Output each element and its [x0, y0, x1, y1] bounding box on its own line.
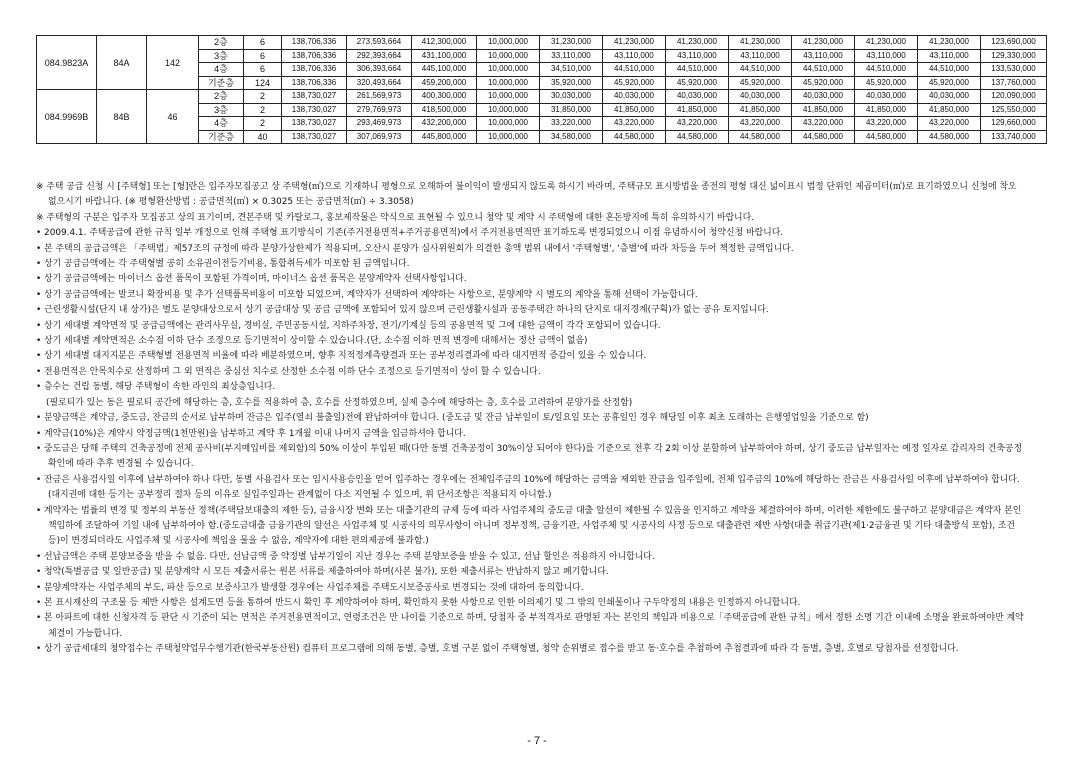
- amount-cell: 307,069,973: [347, 130, 412, 144]
- amount-cell: 41,230,000: [603, 36, 666, 50]
- amount-cell: 138,730,027: [282, 90, 347, 104]
- floor-cell: 2층: [199, 36, 244, 50]
- bullet-note: • 본 주택의 공급금액은 「주택법」제57조의 규정에 따라 분양가상한제가 적용되며, 오산시 분양가 심사위원회가 의결한 총액 범위 내에서 '주택형별', '층별'에 따라 차등을 두어 책정한 금액입니다.: [36, 243, 794, 254]
- amount-cell: 10,000,000: [477, 103, 540, 117]
- amount-cell: 293,469,973: [347, 117, 412, 131]
- amount-cell: 43,110,000: [729, 49, 792, 63]
- amount-cell: 44,510,000: [792, 63, 855, 77]
- housing-total-cell: 142: [147, 36, 199, 90]
- bullet-note: • 2009.4.1. 주택공급에 관한 규칙 일부 개정으로 인해 주택형 표기방식이 기존(주거전용면적+주거공용면적)에서 주거전용면적만 표기하도록 변경되었으니 이점 유념하시어 청약신청 바랍니다.: [36, 228, 784, 239]
- amount-cell: 445,800,000: [412, 130, 477, 144]
- table-row: [37, 36, 1047, 50]
- bullet-note: • 잔금은 사용검사일 이후에 납부하여야 하나 다만, 동별 사용검사 또는 임시사용승인을 얻어 입주하는 경우에는 전체입주금의 10%에 해당하는 금액을 제외한 잔금을 입주일에, 전체 입주금의 10%에 해당하는 잔금은 사용검사일 이후에 납부하여야 합니다.(대지권에 대한 등기는 공부정리 절차 등의 이유로 실입주일과는 관계없이 다소 지연될 수 있으며, 위 단서조항은 적용되지 아니함.): [36, 474, 1020, 501]
- page-number: - 7 -: [527, 735, 547, 747]
- amount-cell: 40,030,000: [918, 90, 981, 104]
- amount-cell: 43,220,000: [666, 117, 729, 131]
- bullet-note: • 근린생활시설(단지 내 상가)은 별도 분양대상으로서 상기 공급대상 및 공급 금액에 포함되어 있지 않으며 근린생활시설과 공동주택간 하나의 단지로 대지경계(구획)가 없는 공유 토지입니다.: [36, 305, 769, 316]
- bullet-note: • 본 표시재산의 구조물 등 제반 사항은 설계도면 등을 통하여 반드시 확인 후 계약하여야 하며, 확인하지 못한 사항으로 인한 이의제기 및 그 밖의 인쇄물이나 구두약정의 내용은 인정하지 아니합니다.: [36, 597, 801, 608]
- bullet-note: • 청약(특별공급 및 일반공급) 및 분양계약 시 모든 제출서류는 원본 서류를 제출하여야 하며(사본 불가), 또한 제출서류는 반납하지 않고 폐기합니다.: [36, 567, 609, 578]
- amount-cell: 138,706,336: [282, 36, 347, 50]
- amount-cell: 41,230,000: [729, 36, 792, 50]
- amount-cell: 10,000,000: [477, 117, 540, 131]
- amount-cell: 45,920,000: [603, 76, 666, 90]
- floor-cell: 기준층: [199, 130, 244, 144]
- amount-cell: 41,230,000: [666, 36, 729, 50]
- amount-cell: 273,593,664: [347, 36, 412, 50]
- bullet-note: • 전용면적은 안목치수로 산정하며 그 외 면적은 중심선 치수로 산정한 소수점 이하 단수 조정으로 등기면적이 상이 할 수 있습니다.: [36, 366, 541, 377]
- housing-name-cell: 84B: [97, 90, 147, 144]
- amount-cell: 138,706,336: [282, 49, 347, 63]
- amount-cell: 43,220,000: [792, 117, 855, 131]
- amount-cell: 43,110,000: [855, 49, 918, 63]
- amount-cell: 10,000,000: [477, 76, 540, 90]
- amount-cell: 133,530,000: [981, 63, 1047, 77]
- housing-name-cell: 84A: [97, 36, 147, 90]
- amount-cell: 41,850,000: [729, 103, 792, 117]
- amount-cell: 41,230,000: [792, 36, 855, 50]
- amount-cell: 41,850,000: [603, 103, 666, 117]
- amount-cell: 40,030,000: [666, 90, 729, 104]
- amount-cell: 45,920,000: [729, 76, 792, 90]
- amount-cell: 31,850,000: [540, 103, 603, 117]
- amount-cell: 45,920,000: [918, 76, 981, 90]
- amount-cell: 34,580,000: [540, 130, 603, 144]
- amount-cell: 41,850,000: [792, 103, 855, 117]
- amount-cell: 10,000,000: [477, 63, 540, 77]
- amount-cell: 44,510,000: [729, 63, 792, 77]
- reference-note: ※ 주택형의 구분은 입주자 모집공고 상의 표기이며, 견본주택 및 카탈로그, 홍보제작물은 약식으로 표현될 수 있으니 청약 및 계약 시 주택형에 대한 혼돈방지에 특히 유의하시기 바랍니다.: [36, 212, 755, 223]
- amount-cell: 44,510,000: [918, 63, 981, 77]
- units-cell: 40: [244, 130, 282, 144]
- amount-cell: 35,920,000: [540, 76, 603, 90]
- amount-cell: 43,220,000: [855, 117, 918, 131]
- units-cell: 6: [244, 63, 282, 77]
- units-cell: 6: [244, 49, 282, 63]
- amount-cell: 123,690,000: [981, 36, 1047, 50]
- amount-cell: 10,000,000: [477, 49, 540, 63]
- units-cell: 2: [244, 90, 282, 104]
- bullet-note: • 상기 공급금액에는 각 주택형별 공히 소유권이전등기비용, 통합취득세가 미포함 된 금액입니다.: [36, 259, 410, 270]
- units-cell: 6: [244, 36, 282, 50]
- amount-cell: 320,493,664: [347, 76, 412, 90]
- floor-cell: 4층: [199, 63, 244, 77]
- amount-cell: 41,230,000: [918, 36, 981, 50]
- amount-cell: 125,550,000: [981, 103, 1047, 117]
- amount-cell: 137,760,000: [981, 76, 1047, 90]
- amount-cell: 279,769,973: [347, 103, 412, 117]
- amount-cell: 40,030,000: [603, 90, 666, 104]
- bullet-note: • 층수는 건립 동별, 해당 주택형이 속한 라인의 최상층입니다.: [36, 382, 276, 393]
- amount-cell: 10,000,000: [477, 36, 540, 50]
- bullet-note: • 계약금(10%)은 계약시 약정금액(1천만원)을 납부하고 계약 후 1개월 이내 나머지 금액을 입금하셔야 합니다.: [36, 428, 466, 439]
- amount-cell: 33,220,000: [540, 117, 603, 131]
- bullet-note: • 중도금은 당해 주택의 건축공정에 전체 공사비(부지매입비를 제외함)의 50% 이상이 투입된 때(다만 동별 건축공정이 30%이상 되어야 한다)를 기준으로 전후 각 2회 이상 분할하여 납부하여야 하며, 상기 중도금 납부일자는 예정 일자로 감리자의 건축공정 확인에 따라 추후 변경될 수 있습니다.: [36, 443, 1023, 470]
- amount-cell: 138,730,027: [282, 103, 347, 117]
- units-cell: 2: [244, 103, 282, 117]
- amount-cell: 44,510,000: [603, 63, 666, 77]
- amount-cell: 129,660,000: [981, 117, 1047, 131]
- amount-cell: 44,580,000: [666, 130, 729, 144]
- amount-cell: 445,100,000: [412, 63, 477, 77]
- amount-cell: 43,110,000: [792, 49, 855, 63]
- bullet-note: • 상기 세대별 계약면적 및 공급금액에는 관리사무실, 경비실, 주민공동시설, 지하주차장, 전기/기계실 등의 공용면적 및 그에 대한 금액이 각각 포함되어 있습니다.: [36, 320, 661, 331]
- units-cell: 124: [244, 76, 282, 90]
- bullet-note: • 본 아파트에 대한 신청자격 등 판단 시 기준이 되는 면적은 주거전용면적이고, 연령조건은 만 나이를 기준으로 하며, 당첨자 중 부적격자로 판명된 자는 본인의 책임과 비용으로「주택공급에 관한 규칙」에서 정한 소명 기간 이내에 소명을 완료하여야만 계약체결이 가능합니다.: [36, 613, 1024, 639]
- supply-price-table: [36, 35, 1047, 144]
- amount-cell: 43,110,000: [603, 49, 666, 63]
- amount-cell: 44,580,000: [792, 130, 855, 144]
- bullet-note: • 상기 공급금액에는 마이너스 옵션 품목이 포함된 가격이며, 마이너스 옵션 품목은 분양계약자 선택사항입니다.: [36, 274, 467, 285]
- notice-section: [36, 180, 1026, 658]
- amount-cell: 30,030,000: [540, 90, 603, 104]
- housing-type-cell: 084.9969B: [37, 90, 97, 144]
- amount-cell: 44,580,000: [918, 130, 981, 144]
- amount-cell: 129,330,000: [981, 49, 1047, 63]
- amount-cell: 43,220,000: [918, 117, 981, 131]
- amount-cell: 41,850,000: [855, 103, 918, 117]
- amount-cell: 138,730,027: [282, 130, 347, 144]
- amount-cell: 432,200,000: [412, 117, 477, 131]
- amount-cell: 41,230,000: [855, 36, 918, 50]
- amount-cell: 261,569,973: [347, 90, 412, 104]
- amount-cell: 40,030,000: [792, 90, 855, 104]
- amount-cell: 418,500,000: [412, 103, 477, 117]
- amount-cell: 44,580,000: [603, 130, 666, 144]
- amount-cell: 292,393,664: [347, 49, 412, 63]
- amount-cell: 44,510,000: [666, 63, 729, 77]
- amount-cell: 412,300,000: [412, 36, 477, 50]
- amount-cell: 138,730,027: [282, 117, 347, 131]
- bullet-note: • 선납금액은 주택 분양보증을 받을 수 없음. 다만, 선납금액 중 약정별 납부기일이 지난 경우는 주택 분양보증을 받을 수 있고, 선납 할인은 적용하지 아니합니다.: [36, 551, 655, 562]
- housing-type-cell: 084.9823A: [37, 36, 97, 90]
- amount-cell: 459,200,000: [412, 76, 477, 90]
- amount-cell: 400,300,000: [412, 90, 477, 104]
- amount-cell: 43,110,000: [666, 49, 729, 63]
- floor-cell: 3층: [199, 103, 244, 117]
- bullet-note: • 상기 세대별 계약면적은 소수점 이하 단수 조정으로 등기면적이 상이할 수 있습니다.(단, 소수점 이하 면적 변경에 대해서는 정산 금액이 없음): [36, 336, 588, 347]
- amount-cell: 40,030,000: [729, 90, 792, 104]
- bullet-note: • 분양계약자는 사업주체의 부도, 파산 등으로 보증사고가 발생할 경우에는 사업주체를 주택도시보증공사로 변경되는 것에 대하여 동의합니다.: [36, 582, 584, 593]
- table-row: [37, 90, 1047, 104]
- floor-cell: 2층: [199, 90, 244, 104]
- amount-cell: 43,110,000: [918, 49, 981, 63]
- amount-cell: 34,510,000: [540, 63, 603, 77]
- amount-cell: 45,920,000: [792, 76, 855, 90]
- bullet-note: • 상기 세대별 대지지분은 주택형별 전용면적 비율에 따라 배분하였으며, 향후 지적정계측량결과 또는 공부정리결과에 따라 대지면적 증감이 있을 수 있습니다.: [36, 351, 647, 362]
- bullet-note: • 분양금액은 계약금, 중도금, 잔금의 순서로 납부하며 잔금은 입주(열쇠 불출일)전에 완납하여야 합니다. (중도금 및 잔금 납부일이 토/일요일 또는 공휴일인 경우 해당일 이후 최초 도래하는 은행영업일을 기준으로 함): [36, 413, 869, 424]
- amount-cell: 133,740,000: [981, 130, 1047, 144]
- bullet-note: • 상기 공급금액에는 발코니 확장비용 및 추가 선택품목비용이 미포함 되었으며, 계약자가 선택하여 계약하는 사항으로, 분양계약 시 별도의 계약을 통해 선택이 가능합니다.: [36, 289, 698, 300]
- amount-cell: 10,000,000: [477, 130, 540, 144]
- units-cell: 2: [244, 117, 282, 131]
- amount-cell: 43,220,000: [729, 117, 792, 131]
- amount-cell: 43,220,000: [603, 117, 666, 131]
- floor-cell: 4층: [199, 117, 244, 131]
- price-table-body: [37, 36, 1047, 144]
- amount-cell: 40,030,000: [855, 90, 918, 104]
- floor-cell: 기준층: [199, 76, 244, 90]
- amount-cell: 120,090,000: [981, 90, 1047, 104]
- amount-cell: 45,920,000: [666, 76, 729, 90]
- sub-note: (필로티가 있는 동은 필로티 공간에 해당하는 층, 호수를 적용하여 층, 호수를 산정하였으며, 실제 층수에 해당하는 층, 호수를 고려하여 분양가를 산정함): [46, 397, 633, 408]
- floor-cell: 3층: [199, 49, 244, 63]
- bullet-note: • 상기 공급세대의 청약접수는 주택청약업무수행기관(한국부동산원) 컴퓨터 프로그램에 의해 동별, 층별, 호별 구분 없이 주택형별, 청약 순위별로 접수를 받고 동·호수를 추첨하여 추첨결과에 따라 각 동별, 층별, 호별로 당첨자를 선정합니다.: [36, 644, 959, 655]
- amount-cell: 306,393,664: [347, 63, 412, 77]
- amount-cell: 31,230,000: [540, 36, 603, 50]
- amount-cell: 431,100,000: [412, 49, 477, 63]
- amount-cell: 10,000,000: [477, 90, 540, 104]
- amount-cell: 44,510,000: [855, 63, 918, 77]
- bullet-note: • 계약자는 법률의 변경 및 정부의 부동산 정책(주택담보대출의 제한 등), 금융시장 변화 또는 대출기관의 규제 등에 따라 사업주체의 중도금 대출 알선이 제한될 수 있음을 인지하고 계약을 체결하여야 하며, 이러한 제한에도 불구하고 분양대금은 계약자 본인 책임하에 조달하여 기일 내에 납부하여야 함.(중도금대출 금융기관의 알선은 사업주체 및 시공사의 의무사항이 아니며 정부정책, 금융기관, 사업주체 및 시공사의 사정 등으로 대출관련 제반 사항(대출 취급기관(제1·2금융권 및 기타 대출방식 포함), 조건 등)이 변경되더라도 사업주체 및 시공사에 책임을 물을 수 없음, 계약자에 대한 편의제공에 불과함.): [36, 505, 1022, 547]
- amount-cell: 33,110,000: [540, 49, 603, 63]
- housing-total-cell: 46: [147, 90, 199, 144]
- amount-cell: 41,850,000: [918, 103, 981, 117]
- amount-cell: 44,580,000: [729, 130, 792, 144]
- amount-cell: 138,706,336: [282, 63, 347, 77]
- amount-cell: 138,706,336: [282, 76, 347, 90]
- amount-cell: 41,850,000: [666, 103, 729, 117]
- amount-cell: 45,920,000: [855, 76, 918, 90]
- reference-note: ※ 주택 공급 신청 시 [주택형] 또는 [형]란은 입주자모집공고 상 주택형(㎡)으로 기재하니 평형으로 오해하여 불이익이 발생되지 않도록 하시기 바라며, 주택규모 표시방법을 종전의 평형 대신 넓이표시 법정 단위인 제곱미터(㎡)로 표기하였으니 신청에 착오 없으시기 바랍니다. (※ 평형환산방법 : 공급면적(㎡) × 0.3025 또는 공급면적(㎡) ÷ 3.3058): [36, 182, 1017, 208]
- amount-cell: 44,580,000: [855, 130, 918, 144]
